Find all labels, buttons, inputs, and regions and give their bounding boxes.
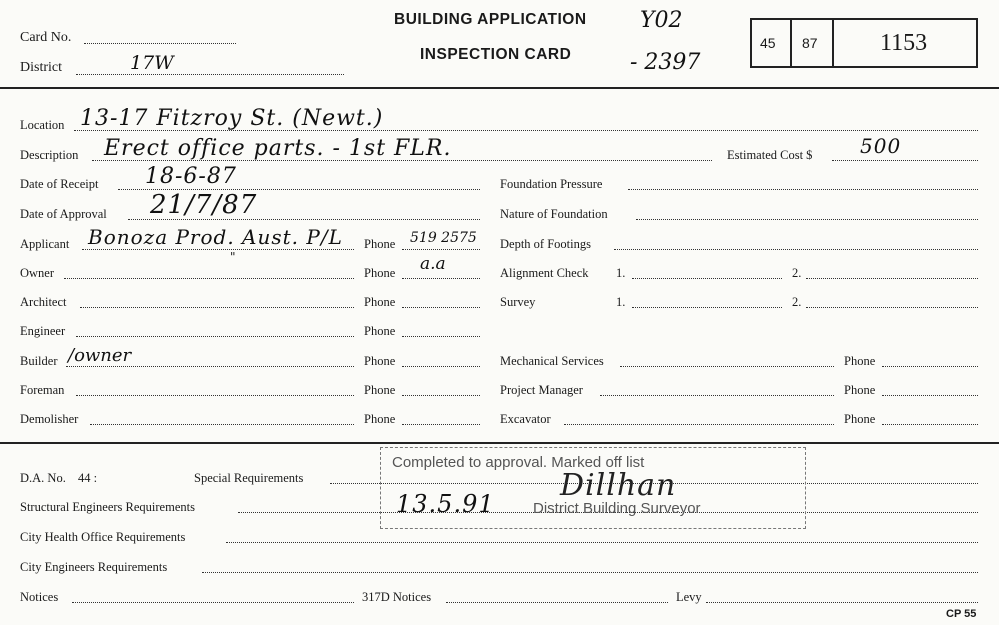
card-no-line: [84, 43, 236, 44]
survey-2-line: [806, 307, 978, 308]
foreman-phone-label: Phone: [364, 383, 396, 397]
district-label: District: [20, 60, 62, 75]
demolisher-label: Demolisher: [20, 412, 79, 426]
da-no-value: 44 :: [78, 471, 98, 485]
engineer-phone-line: [402, 336, 480, 337]
nature-foundation-line: [636, 219, 978, 220]
applicant-phone-label: Phone: [364, 237, 396, 251]
levy-line: [706, 602, 978, 603]
location-label: Location: [20, 118, 65, 132]
health-label: City Health Office Requirements: [20, 530, 186, 544]
owner-line: [64, 278, 354, 279]
special-req-label: Special Requirements: [194, 471, 304, 485]
demolisher-line: [90, 424, 354, 425]
nature-foundation-label: Nature of Foundation: [500, 207, 608, 221]
project-manager-phone-line: [882, 395, 978, 396]
notices-317d-label: 317D Notices: [362, 590, 432, 604]
demolisher-phone-label: Phone: [364, 412, 396, 426]
alignment-1-label: 1.: [616, 266, 626, 280]
notices-line: [72, 602, 354, 603]
box-divider-1: [790, 18, 792, 68]
engineer-line: [76, 336, 354, 337]
builder-phone-label: Phone: [364, 354, 396, 368]
estimated-cost-line: [832, 160, 978, 161]
foundation-pressure-line: [628, 189, 978, 190]
applicant-label: Applicant: [20, 237, 70, 251]
card-number: 1153: [880, 30, 928, 56]
date-receipt-label: Date of Receipt: [20, 177, 99, 191]
project-manager-line: [600, 395, 834, 396]
health-line: [226, 542, 978, 543]
foreman-label: Foreman: [20, 383, 65, 397]
survey-label: Survey: [500, 295, 536, 309]
title-line1: BUILDING APPLICATION: [394, 11, 587, 28]
foreman-phone-line: [402, 395, 480, 396]
middle-rule: [0, 442, 999, 444]
architect-label: Architect: [20, 295, 67, 309]
owner-label: Owner: [20, 266, 55, 280]
excavator-line: [564, 424, 834, 425]
owner-phone-label: Phone: [364, 266, 396, 280]
estimated-cost-value: 500: [860, 134, 902, 158]
date-approval-value: 21/7/87: [150, 190, 258, 220]
description-value: Erect office parts. - 1st FLR.: [104, 136, 452, 161]
stamp-handwritten-date: 13.5.91: [396, 490, 495, 518]
architect-line: [80, 307, 354, 308]
applicant-phone-value: 519 2575: [410, 230, 477, 246]
alignment-2-label: 2.: [792, 266, 802, 280]
notices-317d-line: [446, 602, 668, 603]
header-rule: [0, 87, 999, 89]
applicant-ditto: ": [230, 250, 236, 264]
alignment-1-line: [632, 278, 782, 279]
notices-label: Notices: [20, 590, 59, 604]
date-approval-label: Date of Approval: [20, 207, 107, 221]
stamp-line2: District Building Surveyor: [533, 500, 701, 517]
structural-label: Structural Engineers Requirements: [20, 500, 195, 514]
depth-footings-label: Depth of Footings: [500, 237, 591, 251]
box-a-value: 45: [760, 35, 776, 51]
engineers-label: City Engineers Requirements: [20, 560, 168, 574]
depth-footings-line: [614, 249, 978, 250]
location-value: 13-17 Fitzroy St. (Newt.): [80, 106, 384, 131]
card-no-label: Card No.: [20, 30, 72, 45]
foreman-line: [76, 395, 354, 396]
district-line: [76, 74, 344, 75]
builder-line: [66, 366, 354, 367]
box-divider-2: [832, 18, 834, 68]
foundation-pressure-label: Foundation Pressure: [500, 177, 603, 191]
survey-1-label: 1.: [616, 295, 626, 309]
applicant-line: [82, 249, 354, 250]
builder-label: Builder: [20, 354, 58, 368]
stamp-line1: Completed to approval. Marked off list: [392, 454, 645, 471]
owner-phone-line: [402, 278, 480, 279]
engineer-label: Engineer: [20, 324, 66, 338]
engineer-phone-label: Phone: [364, 324, 396, 338]
survey-1-line: [632, 307, 782, 308]
form-code: CP 55: [946, 608, 977, 620]
demolisher-phone-line: [402, 424, 480, 425]
handwritten-ref-bottom: - 2397: [630, 50, 701, 75]
owner-phone-value: a.a: [420, 254, 446, 274]
title-line2: INSPECTION CARD: [420, 46, 572, 63]
box-b-value: 87: [802, 35, 818, 51]
mechanical-line: [620, 366, 834, 367]
mechanical-phone-label: Phone: [844, 354, 876, 368]
handwritten-ref-top: Y02: [640, 8, 683, 33]
description-label: Description: [20, 148, 79, 162]
card-number-box: [750, 18, 978, 68]
mechanical-phone-line: [882, 366, 978, 367]
survey-2-label: 2.: [792, 295, 802, 309]
excavator-label: Excavator: [500, 412, 551, 426]
da-no-label: D.A. No.: [20, 471, 66, 485]
architect-phone-line: [402, 307, 480, 308]
stamp-signature: Dillhan: [560, 468, 677, 503]
excavator-phone-line: [882, 424, 978, 425]
applicant-value: Bonoza Prod. Aust. P/L: [88, 225, 343, 249]
project-manager-label: Project Manager: [500, 383, 583, 397]
date-receipt-value: 18-6-87: [145, 164, 237, 189]
project-manager-phone-label: Phone: [844, 383, 876, 397]
estimated-cost-label: Estimated Cost $: [727, 148, 813, 162]
levy-label: Levy: [676, 590, 702, 604]
excavator-phone-label: Phone: [844, 412, 876, 426]
applicant-phone-line: [402, 249, 480, 250]
builder-phone-line: [402, 366, 480, 367]
mechanical-label: Mechanical Services: [500, 354, 604, 368]
builder-value: /owner: [68, 345, 132, 366]
district-value: 17W: [130, 52, 174, 74]
alignment-label: Alignment Check: [500, 266, 589, 280]
alignment-2-line: [806, 278, 978, 279]
engineers-line: [202, 572, 978, 573]
architect-phone-label: Phone: [364, 295, 396, 309]
